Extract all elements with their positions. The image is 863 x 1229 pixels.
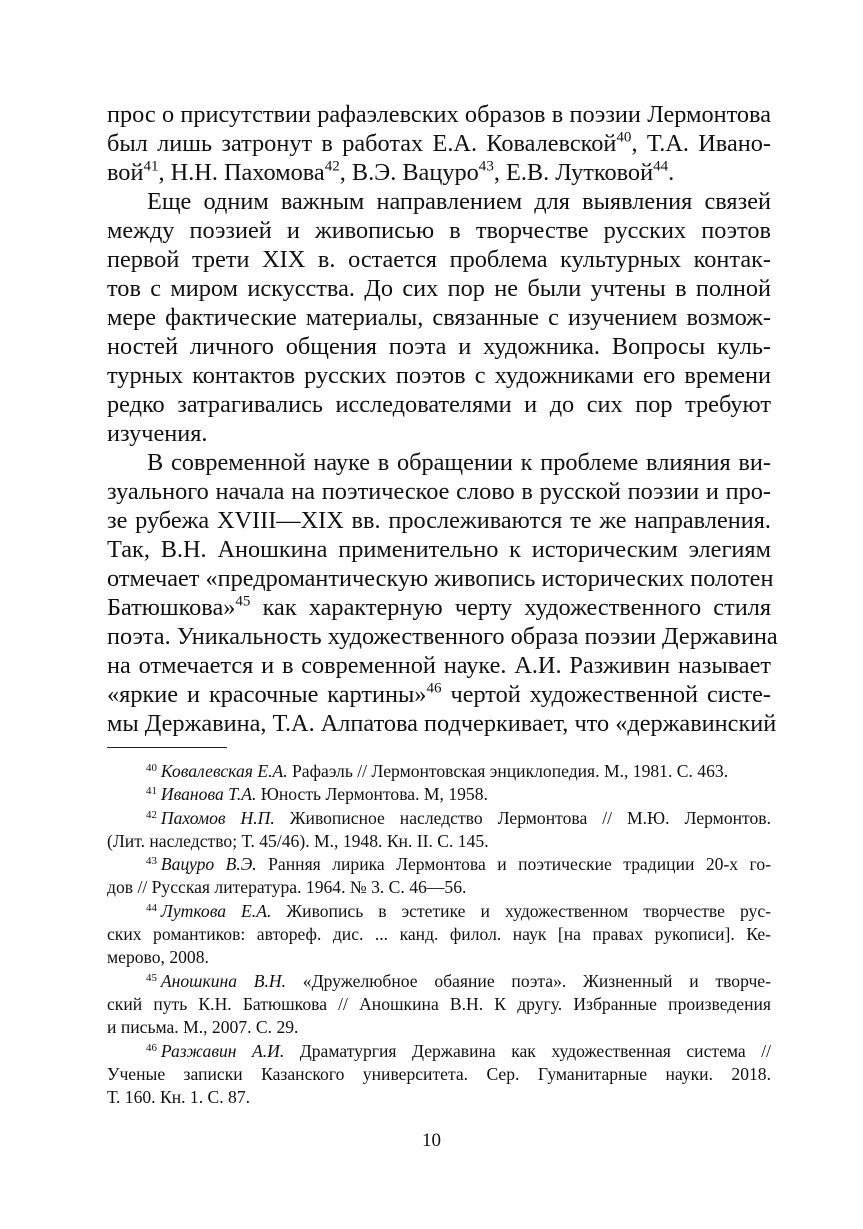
footnote-line: $^{40}$ Ковалевская Е.А. Рафаэль // Лермонтовская энциклопедия. М., 1981. С. 463. [146,761,729,781]
footnote-number: 43 [146,855,157,868]
footnote-44 [107,900,771,970]
footnote-43 [107,853,771,900]
footnote-ref[interactable]: 45 [235,593,251,610]
footnote-45 [107,970,771,1040]
footnote-line: ских романтиков: автореф. дис. ... канд. филол. наук [на правах рукописи]. Ке- [107,924,771,945]
footnote-author: Иванова Т.А. [160,784,257,805]
text-line: изучения. [107,420,208,447]
footnote-number: 41 [146,785,157,798]
footnote-line: дов // Русская литература. 1964. № 3. С. 46—56. [107,877,467,898]
text-line: «яркие и красочные картины»$^{46}$ чертой художественной систе- [107,680,772,708]
footnote-line: $^{43}$ Вацуро В.Э. Ранняя лирика Лермонтова и поэтические традиции 20-х го- [146,854,771,875]
footnote-author: Ковалевская Е.А. [160,761,288,781]
text-line: ностей личного общения поэта и художника. Вопросы куль- [107,333,771,360]
footnote-line: Т. 160. Кн. 1. С. 87. [107,1087,251,1108]
paragraph-3 [107,448,778,738]
text-line: турных контактов русских поэтов с художниками его времени [107,362,771,389]
text-line: редко затрагивались исследователями и до сих пор требуют [107,391,771,418]
footnote-author: Аношкина В.Н. [160,970,287,991]
text-line: Так, В.Н. Аношкина применительно к историческим элегиям [107,536,771,563]
footnote-line: $^{45}$ Аношкина В.Н. «Дружелюбное обаяние поэта». Жизненный и творче- [146,970,771,991]
footnote-line: Ученые записки Казанского университета. Сер. Гуманитарные науки. 2018. [107,1063,771,1084]
text-line: отмечает «предромантическую живопись исторических полотен [107,565,774,592]
text-line: был лишь затронут в работах Е.А. Ковалевской$^{40}$, Т.А. Ивано- [107,129,771,157]
text-line: Батюшкова»$^{45}$ как характерную черту художественного стиля [107,593,771,621]
footnote-number: 46 [146,1041,157,1054]
footnote-separator [107,747,227,748]
text-line: на отмечается и в современной науке. А.И. Разживин называет [107,652,771,679]
text-line: зе рубежа XVIII—XIX вв. прослеживаются те же направления. [107,507,771,534]
footnote-author: Вацуро В.Э. [160,854,257,875]
text-line: В современной науке в обращении к проблеме влияния ви- [147,449,771,476]
footnote-line: (Лит. наследство; Т. 45/46). М., 1948. Кн. II. С. 145. [107,830,489,851]
footnote-ref[interactable]: 43 [478,158,494,175]
text-line: поэта. Уникальность художественного образа поэзии Державина [107,623,778,650]
footnote-42 [107,807,771,854]
text-line: первой трети XIX в. остается проблема культурных контак- [107,246,771,273]
text-line: зуального начала на поэтическое слово в русской поэзии и про- [107,478,771,505]
footnote-46 [107,1040,771,1110]
paragraph-1 [107,100,771,187]
text-line: мере фактические материалы, связанные с изучением возмож- [107,304,771,331]
text-line: Еще одним важным направлением для выявления связей [147,188,771,215]
footnote-line: $^{42}$ Пахомов Н.П. Живописное наследство Лермонтова // М.Ю. Лермонтов. [146,807,771,828]
footnote-number: 40 [146,762,157,774]
main-text [107,100,778,738]
footnote-ref[interactable]: 41 [143,158,159,175]
footnote-line: $^{41}$ Иванова Т.А. Юность Лермонтова. М, 1958. [146,784,488,805]
text-line: между поэзией и живописью в творчестве русских поэтов [107,217,771,244]
footnote-ref[interactable]: 42 [324,158,340,175]
footnote-ref[interactable]: 46 [426,680,442,697]
text-line: вой$^{41}$, Н.Н. Пахомова$^{42}$, В.Э. Вацуро$^{43}$, Е.В. Лутковой$^{44}$. [107,158,675,186]
footnote-line: $^{46}$ Разжавин А.И. Драматургия Державина как художественная система // [146,1040,771,1061]
footnote-number: 45 [146,971,157,984]
footnote-author: Разжавин А.И. [160,1040,285,1061]
footnote-line: мерово, 2008. [107,947,209,968]
text-line: тов с миром искусства. До сих пор не были учтены в полной [107,275,771,302]
footnote-number: 44 [146,901,157,914]
footnote-author: Пахомов Н.П. [160,807,275,828]
footnotes [107,760,771,1109]
footnote-author: Луткова Е.А. [160,900,272,921]
footnote-line: и письма. М., 2007. С. 29. [107,1017,299,1038]
text-line: мы Державина, Т.А. Алпатова подчеркивает, что «державинский [107,710,777,737]
footnote-ref[interactable]: 40 [616,129,632,146]
footnote-40 [107,760,771,783]
footnote-number: 42 [146,808,157,821]
text-line: прос о присутствии рафаэлевских образов в поэзии Лермонтова [107,101,771,128]
footnote-line: $^{44}$ Луткова Е.А. Живопись в эстетике и художественном творчестве рус- [146,900,771,921]
page-number: 10 [422,1130,441,1151]
paragraph-2 [107,187,771,448]
footnote-41 [107,783,771,806]
footnote-ref[interactable]: 44 [653,158,669,175]
footnote-line: ский путь К.Н. Батюшкова // Аношкина В.Н. К другу. Избранные произведения [107,993,771,1014]
